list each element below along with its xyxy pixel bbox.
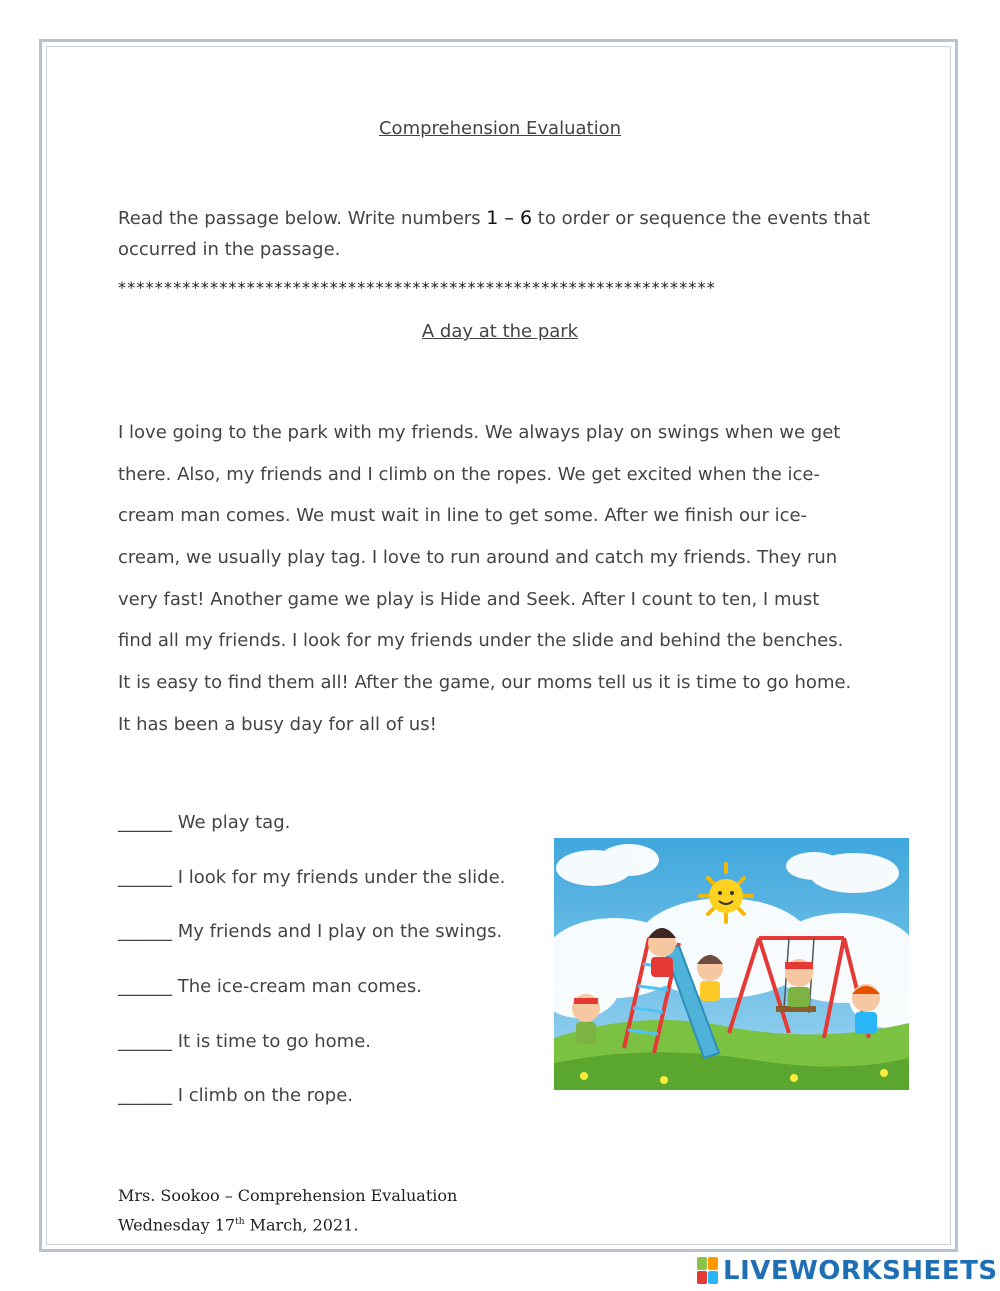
sequence-list [118, 808, 505, 1136]
footer-date-sup: th [235, 1217, 245, 1227]
instructions-range: 1 – 6 [486, 207, 533, 229]
passage-line: very fast! Another game we play is Hide and Seek. After I count to ten, I must [118, 588, 820, 610]
instructions-text-after: to order or sequence the events that occurred in the passage. [118, 208, 871, 260]
sequence-item [118, 972, 505, 1027]
worksheet-title: Comprehension Evaluation [378, 118, 621, 139]
passage-line: I love going to the park with my friends. We always play on swings when we get [118, 422, 841, 443]
passage-line: find all my friends. I look for my friends under the slide and behind the benches. [118, 630, 844, 652]
footer-date-suffix: March, 2021. [244, 1215, 359, 1235]
answer-blank[interactable]: ______ [118, 976, 172, 998]
passage-line: there. Also, my friends and I climb on the ropes. We get excited when the ice- [118, 463, 820, 485]
live-badge-icon [697, 1257, 719, 1285]
instructions [118, 203, 878, 265]
event-text: My friends and I play on the swings. [177, 921, 503, 943]
answer-blank[interactable]: ______ [118, 1030, 172, 1052]
brand-name: LIVEWORKSHEETS [723, 1256, 998, 1286]
event-text: I climb on the rope. [177, 1085, 353, 1107]
footer-date [118, 1209, 457, 1238]
event-text: The ice-cream man comes. [177, 976, 422, 998]
sequence-item [118, 808, 505, 863]
event-text: We play tag. [177, 812, 291, 833]
passage-line: cream, we usually play tag. I love to run around and catch my friends. They run [118, 547, 838, 569]
event-text: It is time to go home. [177, 1030, 372, 1052]
answer-blank[interactable]: ______ [118, 1085, 172, 1107]
sequence-item [118, 1081, 505, 1136]
instructions-text-before: Read the passage below. Write numbers [118, 208, 487, 229]
passage-line: cream man comes. We must wait in line to get some. After we finish our ice- [118, 505, 808, 527]
footer [118, 1183, 457, 1238]
footer-teacher-line: Mrs. Sookoo – Comprehension Evaluation [118, 1186, 458, 1205]
story-title: A day at the park [421, 321, 579, 342]
event-text: I look for my friends under the slide. [177, 866, 506, 888]
sequence-item [118, 1027, 505, 1082]
footer-date-prefix: Wednesday 17 [118, 1215, 236, 1235]
answer-blank[interactable]: ______ [118, 921, 172, 943]
sequence-item [118, 863, 505, 918]
passage-line: It is easy to find them all! After the game, our moms tell us it is time to go home. [118, 672, 852, 694]
sequence-item [118, 917, 505, 972]
separator-stars: ***************************************************************** [118, 278, 716, 297]
answer-blank[interactable]: ______ [118, 866, 172, 888]
passage-line: It has been a busy day for all of us! [118, 713, 437, 735]
passage [118, 418, 898, 752]
answer-blank[interactable]: ______ [118, 812, 172, 833]
park-illustration [554, 838, 909, 1090]
liveworksheets-logo [697, 1256, 998, 1286]
